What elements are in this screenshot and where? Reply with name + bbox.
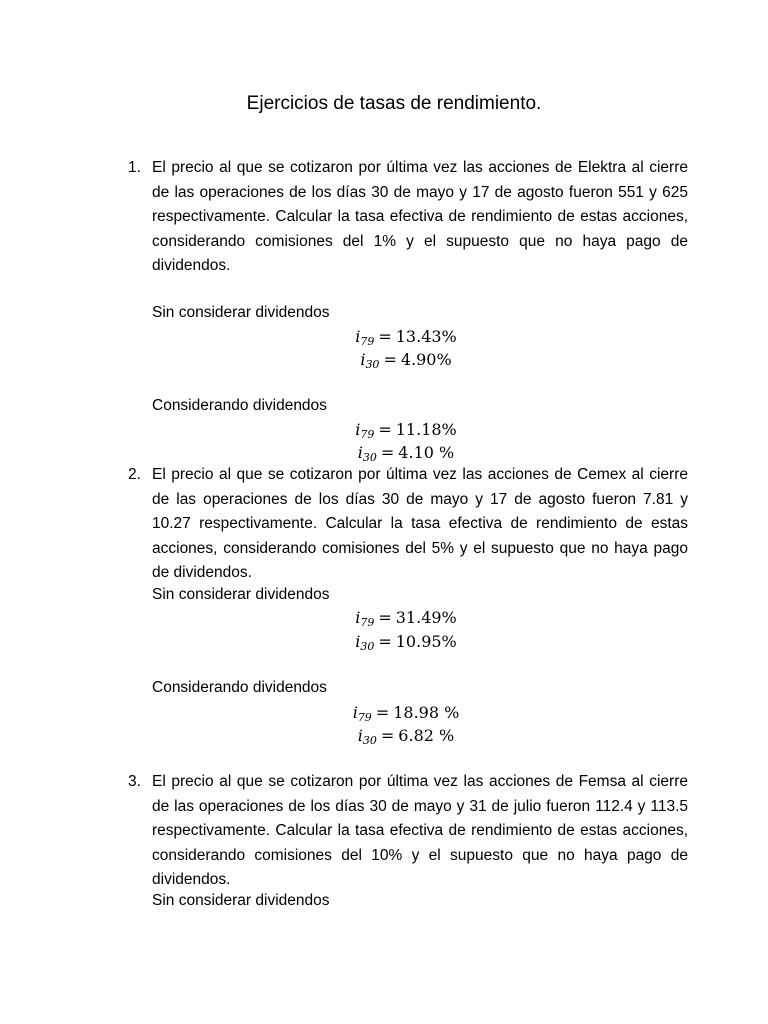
sin-dividendos-label: Sin considerar dividendos [152,586,330,603]
con-dividendos-label: Considerando dividendos [152,679,327,696]
exercise-1 [128,156,688,279]
exercise-number: 3. [128,773,141,790]
formula-value: 31.49% [395,608,457,627]
exercise-text: El precio al que se cotizaron por última vez las acciones de Elektra al cierre de las operaciones de los días 30 de mayo y 17 de agosto fueron 551 y 625 respectivamente. Calcular la tasa efectiva de rendimiento de estas acciones, considerando comisiones del 1% y el supuesto que no haya pago de dividendos. [152,159,688,274]
formula-value: 11.18% [395,420,457,439]
formula-equals: = [378,608,392,627]
formula-row [0,326,768,348]
exercise-text: El precio al que se cotizaron por última vez las acciones de Cemex al cierre de las operaciones de los días 30 de mayo y 17 de agosto fueron 7.81 y 10.27 respectivamente. Calcular la tasa efectiva de rendimiento de estas acciones, considerando comisiones del 5% y el supuesto que no haya pago de dividendos. [152,466,688,581]
formula-subscript: 79 [360,335,375,348]
formula-row [0,631,768,653]
formula-row [0,419,768,441]
formula-subscript: 79 [357,711,372,724]
exercise-3 [128,770,688,893]
formula-equals: = [380,443,395,462]
formula-subscript: 30 [362,734,377,747]
sin-dividendos-label: Sin considerar dividendos [152,304,330,321]
formula-variable: i [355,420,361,439]
formula-value: 4.90% [400,350,452,369]
formula-variable: i [357,726,363,745]
formula-value: 6.82 % [398,726,455,745]
formula-row [0,725,768,747]
exercise-number: 1. [128,159,141,176]
formula-variable: i [357,443,363,462]
exercise-number: 2. [128,466,141,483]
formula-value: 13.43% [395,327,457,346]
formula-row [0,702,768,724]
formula-value: 4.10 % [398,443,455,462]
formula-equals: = [380,726,395,745]
formula-subscript: 30 [360,640,375,653]
formula-equals: = [378,327,392,346]
exercise-2 [128,463,688,586]
formula-row [0,349,768,371]
formula-variable: i [352,703,358,722]
formula-variable: i [360,350,366,369]
formula-value: 18.98 % [393,703,460,722]
formula-variable: i [355,608,361,627]
formula-variable: i [355,632,361,651]
formula-equals: = [378,420,392,439]
exercise-text: El precio al que se cotizaron por última vez las acciones de Femsa al cierre de las operaciones de los días 30 de mayo y 31 de julio fueron 112.4 y 113.5 respectivamente. Calcular la tasa efectiva de rendimiento de estas acciones, considerando comisiones del 10% y el supuesto que no haya pago de dividendos. [152,773,688,888]
con-dividendos-label: Considerando dividendos [152,397,327,414]
page-title: Ejercicios de tasas de rendimiento. [246,93,542,114]
formula-value: 10.95% [395,632,457,651]
formula-equals: = [383,350,397,369]
formula-equals: = [378,632,392,651]
formula-variable: i [355,327,361,346]
sin-dividendos-label: Sin considerar dividendos [152,892,330,909]
formula-equals: = [375,703,390,722]
formula-subscript: 30 [365,358,380,371]
formula-subscript: 79 [360,428,375,441]
formula-subscript: 30 [362,451,377,464]
formula-row [0,607,768,629]
formula-row [0,442,768,464]
formula-subscript: 79 [360,616,375,629]
